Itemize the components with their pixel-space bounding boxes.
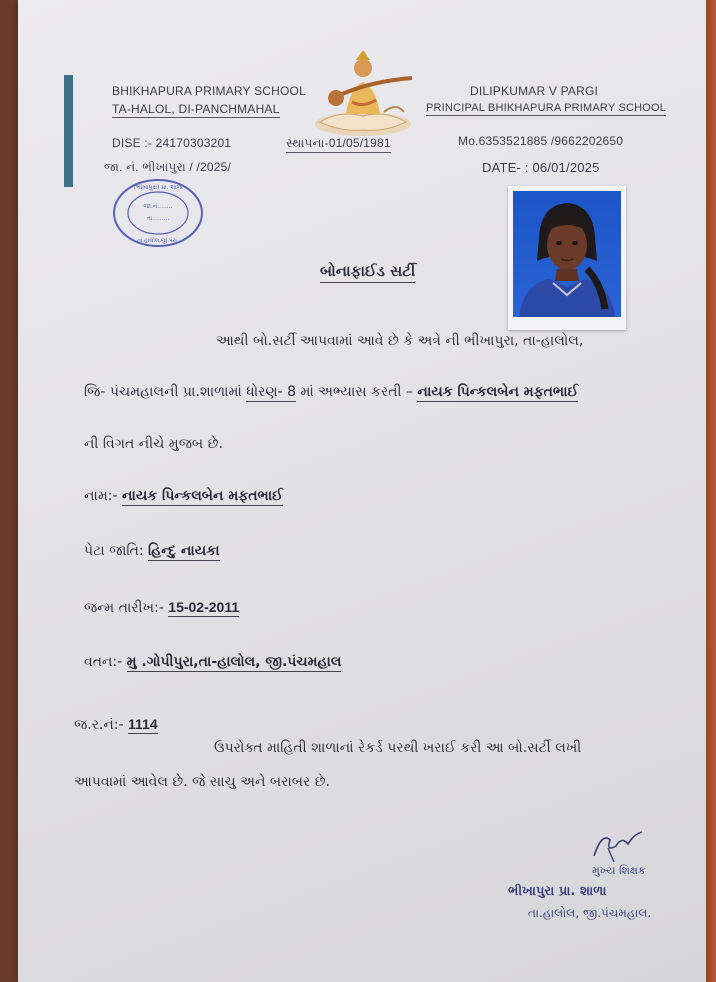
saraswati-logo-icon [300,42,426,140]
student-portrait-icon [513,191,621,317]
establishment-date: સ્થાપના-01/05/1981 [286,136,391,153]
gr-row [74,716,158,733]
school-name: BHIKHAPURA PRIMARY SCHOOL [112,84,306,98]
stamp-line4: તા.હાલોલ,જી.પંચ. [137,238,179,244]
dob-label: જન્મ તારીખ:- [84,600,169,616]
letterhead-accent-bar [64,75,73,187]
stamp-line2: જા.નં........ [143,203,173,210]
stamp-line3: તા......... [146,215,170,222]
reference-number: જા. નં. ભીખાપુરા / /2025/ [104,160,232,174]
native-label: વતન:- [84,654,127,670]
principal-signature-icon [588,826,648,866]
closing-line2: આપવામાં આવેલ છે. જે સાચુ અને બરાબર છે. [74,774,330,790]
signature-place: તા.હાલોલ, જી.પંચમહાલ. [528,906,652,920]
table-edge [706,0,716,982]
certificate-title: બોનાફાઈડ સર્ટી [320,262,415,283]
standard-value: ધોરણ- 8 [246,384,297,400]
stamp-line1: (ભીખાપુરા) પ્રા. શાળા [133,184,183,191]
gr-value: 1114 [128,716,158,732]
body-line2-prefix: જિ- પંચમહાલની પ્રા.શાળામાં [84,384,247,400]
mobile-number: Mo.6353521885 /9662202650 [458,134,624,148]
caste-value: હિન્દુ નાયકા [148,543,220,559]
dise-number: DISE :- 24170303201 [112,136,232,150]
name-label: નામ:- [84,488,122,504]
school-location: TA-HALOL, DI-PANCHMAHAL [112,102,280,116]
dob-value: 15-02-2011 [168,599,240,615]
caste-label: પેટા જાતિ: [84,543,149,559]
native-value: મુ .ગોપીપુરા,તા-હાલોલ, જી.પંચમહાલ [126,654,342,670]
body-line2 [84,384,578,400]
dob-row [84,599,239,616]
school-stamp-icon [112,178,204,248]
signature-school: ભીખાપુરા પ્રા. શાળા [508,884,607,899]
body-line2-mid: માં અભ્યાસ કરતી – [296,384,418,400]
body-line1: આથી બો.સર્ટી આપવામાં આવે છે કે અત્રે ની ભીખાપુરા, તા-હાલોલ, [216,333,584,349]
student-photo [508,186,626,330]
student-name-inline: નાયક પિન્કલબેન મફતભાઈ [417,384,579,400]
name-value: નાયક પિન્કલબેન મફતભાઈ [121,488,283,504]
closing-line1: ઉપરોક્ત માહિતી શાળાનાં રેકર્ડ પરથી ખરાઈ કરી આ બો.સર્ટી લખી [214,740,582,756]
body-line3: ની વિગત નીચે મુજબ છે. [84,436,223,452]
certificate-date: DATE- : 06/01/2025 [482,160,600,175]
principal-title: PRINCIPAL BHIKHAPURA PRIMARY SCHOOL [426,102,667,114]
name-row [84,488,283,504]
signature-title: મુખ્ય શિક્ષક [592,864,646,877]
gr-label: જ.ર.નં:- [74,717,129,733]
native-row [84,654,341,670]
principal-name: DILIPKUMAR V PARGI [470,84,599,98]
caste-row [84,543,220,559]
